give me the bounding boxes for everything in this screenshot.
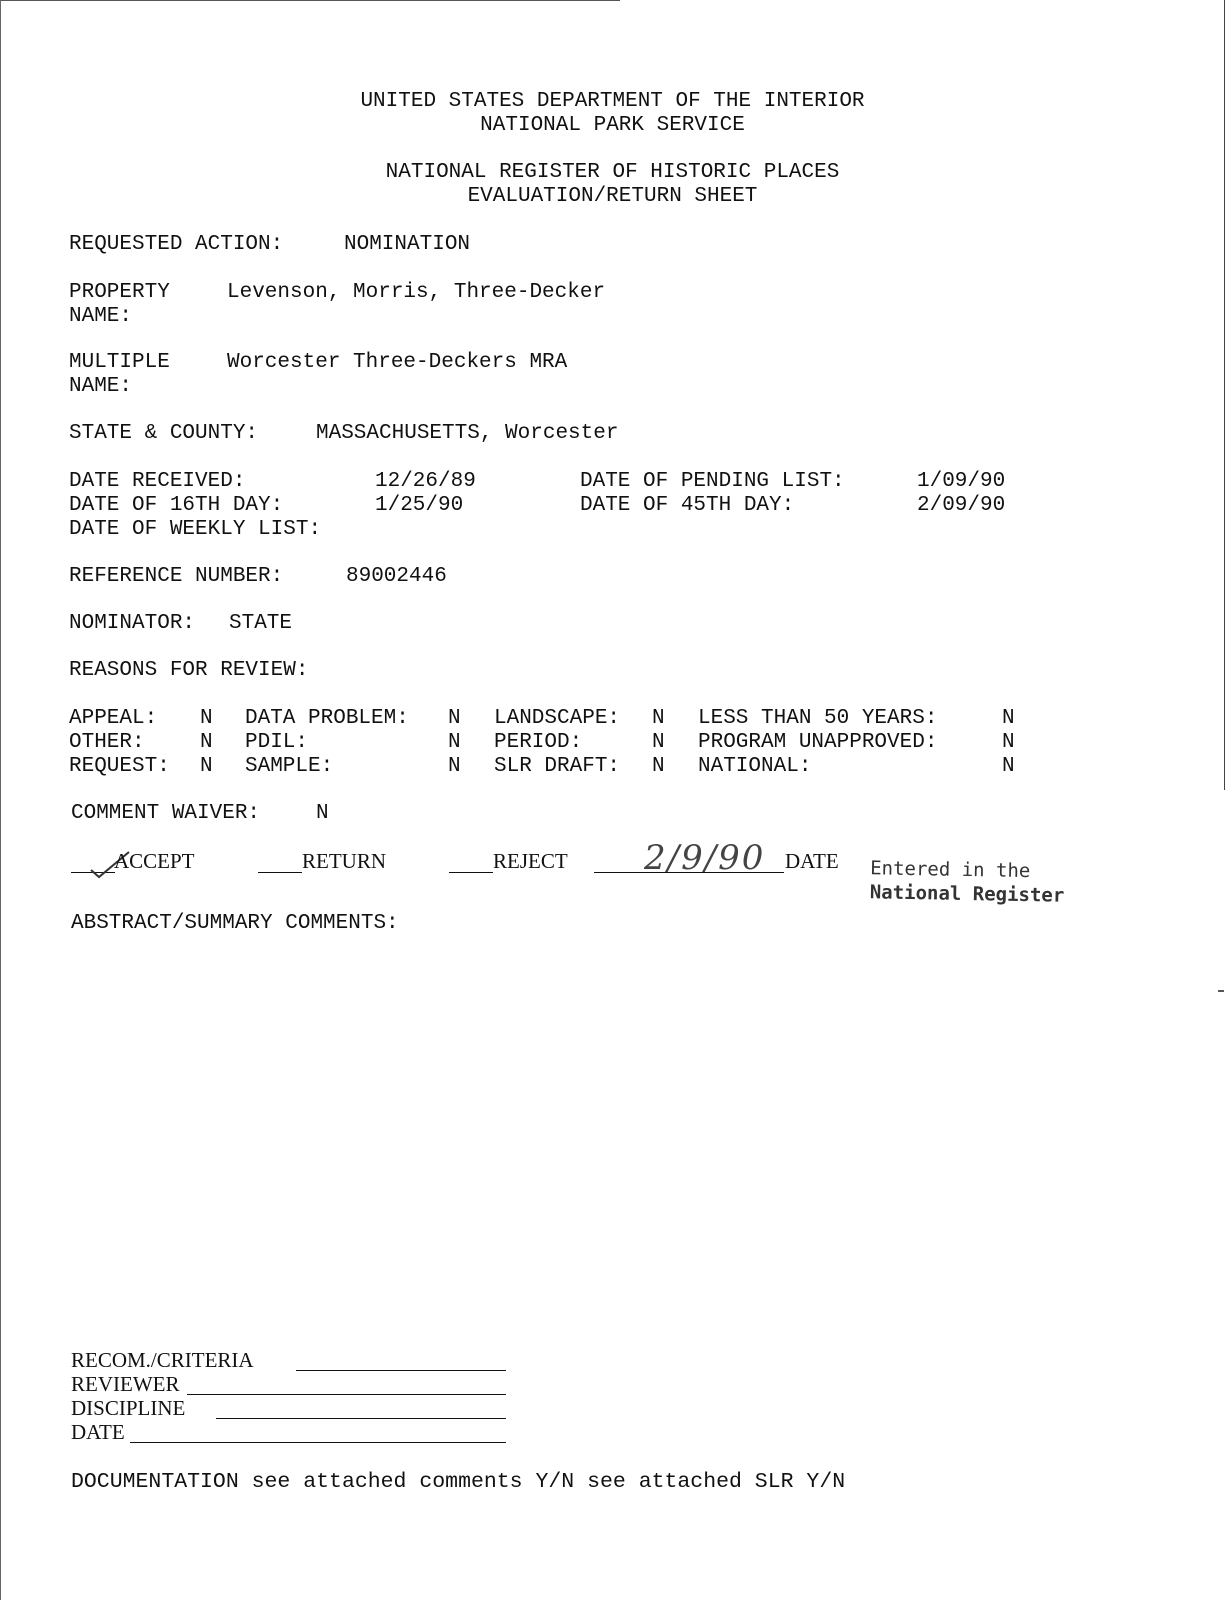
slr-draft-value: N xyxy=(652,755,665,778)
entered-stamp xyxy=(870,856,1065,907)
data-problem-value: N xyxy=(448,707,461,730)
landscape-label: LANDSCAPE: xyxy=(494,707,621,730)
reject-blank-line[interactable] xyxy=(449,872,493,873)
period-value: N xyxy=(652,731,665,754)
day16-value: 1/25/90 xyxy=(375,494,464,517)
program-unapproved-label: PROGRAM UNAPPROVED: xyxy=(698,731,938,754)
multiple-name-label: NAME: xyxy=(69,375,133,398)
header-register: NATIONAL REGISTER OF HISTORIC PLACES xyxy=(385,161,840,184)
multiple-label: MULTIPLE xyxy=(69,351,170,374)
other-label: OTHER: xyxy=(69,731,145,754)
date-received-value: 12/26/89 xyxy=(375,470,476,493)
nominator-label: NOMINATOR: xyxy=(69,612,196,635)
scan-edge xyxy=(0,0,1,1600)
requested-action-value: NOMINATION xyxy=(344,233,471,256)
scan-speck xyxy=(1218,990,1224,992)
header-service: NATIONAL PARK SERVICE xyxy=(480,114,745,137)
return-option[interactable]: RETURN xyxy=(302,849,386,873)
pending-list-value: 1/09/90 xyxy=(917,470,1006,493)
recom-criteria-line[interactable] xyxy=(296,1370,506,1371)
stamp-line-1: Entered in the xyxy=(870,857,1031,883)
stamp-line-2: National Register xyxy=(869,881,1065,907)
comment-waiver-label: COMMENT WAIVER: xyxy=(71,802,261,825)
header-sheet-title: EVALUATION/RETURN SHEET xyxy=(467,185,758,208)
data-problem-label: DATA PROBLEM: xyxy=(245,707,409,730)
less-than-50-value: N xyxy=(1002,707,1015,730)
program-unapproved-value: N xyxy=(1002,731,1015,754)
header-department: UNITED STATES DEPARTMENT OF THE INTERIOR xyxy=(360,90,865,113)
appeal-label: APPEAL: xyxy=(69,707,158,730)
signoff-date-line[interactable] xyxy=(130,1442,506,1443)
request-label: REQUEST: xyxy=(69,755,170,778)
national-label: NATIONAL: xyxy=(698,755,812,778)
requested-action-label: REQUESTED ACTION: xyxy=(69,233,284,256)
state-county-value: MASSACHUSETTS, Worcester xyxy=(316,422,619,445)
request-value: N xyxy=(200,755,213,778)
reviewer-line[interactable] xyxy=(187,1394,506,1395)
discipline-line[interactable] xyxy=(216,1418,506,1419)
sample-label: SAMPLE: xyxy=(245,755,334,778)
comment-waiver-value: N xyxy=(316,802,329,825)
reference-number-label: REFERENCE NUMBER: xyxy=(69,565,284,588)
day16-label: DATE OF 16TH DAY: xyxy=(69,494,284,517)
national-value: N xyxy=(1002,755,1015,778)
pending-list-label: DATE OF PENDING LIST: xyxy=(580,470,845,493)
reference-number-value: 89002446 xyxy=(346,565,447,588)
handwritten-date: 2/9/90 xyxy=(644,838,766,878)
state-county-label: STATE & COUNTY: xyxy=(69,422,259,445)
date-received-label: DATE RECEIVED: xyxy=(69,470,246,493)
nominator-value: STATE xyxy=(229,612,293,635)
slr-draft-label: SLR DRAFT: xyxy=(494,755,621,778)
property-name-label: NAME: xyxy=(69,305,133,328)
documentation-line: DOCUMENTATION see attached comments Y/N see attached SLR Y/N xyxy=(71,1470,846,1494)
day45-label: DATE OF 45TH DAY: xyxy=(580,494,795,517)
abstract-summary-label: ABSTRACT/SUMMARY COMMENTS: xyxy=(71,912,399,935)
accept-option[interactable]: ACCEPT xyxy=(114,849,195,873)
reviewer-label: REVIEWER xyxy=(71,1372,180,1396)
sample-value: N xyxy=(448,755,461,778)
pdil-label: PDIL: xyxy=(245,731,309,754)
reasons-for-review-label: REASONS FOR REVIEW: xyxy=(69,659,309,682)
date-option-label: DATE xyxy=(785,849,839,873)
other-value: N xyxy=(200,731,213,754)
period-label: PERIOD: xyxy=(494,731,583,754)
property-name-value: Levenson, Morris, Three-Decker xyxy=(227,281,606,304)
appeal-value: N xyxy=(200,707,213,730)
multiple-name-value: Worcester Three-Deckers MRA xyxy=(227,351,568,374)
scan-edge xyxy=(0,0,620,1)
reject-option[interactable]: REJECT xyxy=(493,849,568,873)
discipline-label: DISCIPLINE xyxy=(71,1396,186,1420)
day45-value: 2/09/90 xyxy=(917,494,1006,517)
landscape-value: N xyxy=(652,707,665,730)
signoff-date-label: DATE xyxy=(71,1420,125,1444)
accept-checkbox-line[interactable] xyxy=(71,850,115,874)
property-label: PROPERTY xyxy=(69,281,170,304)
less-than-50-label: LESS THAN 50 YEARS: xyxy=(698,707,938,730)
pdil-value: N xyxy=(448,731,461,754)
recom-criteria-label: RECOM./CRITERIA xyxy=(71,1348,254,1372)
return-blank-line[interactable] xyxy=(258,872,302,873)
weekly-list-label: DATE OF WEEKLY LIST: xyxy=(69,518,322,541)
